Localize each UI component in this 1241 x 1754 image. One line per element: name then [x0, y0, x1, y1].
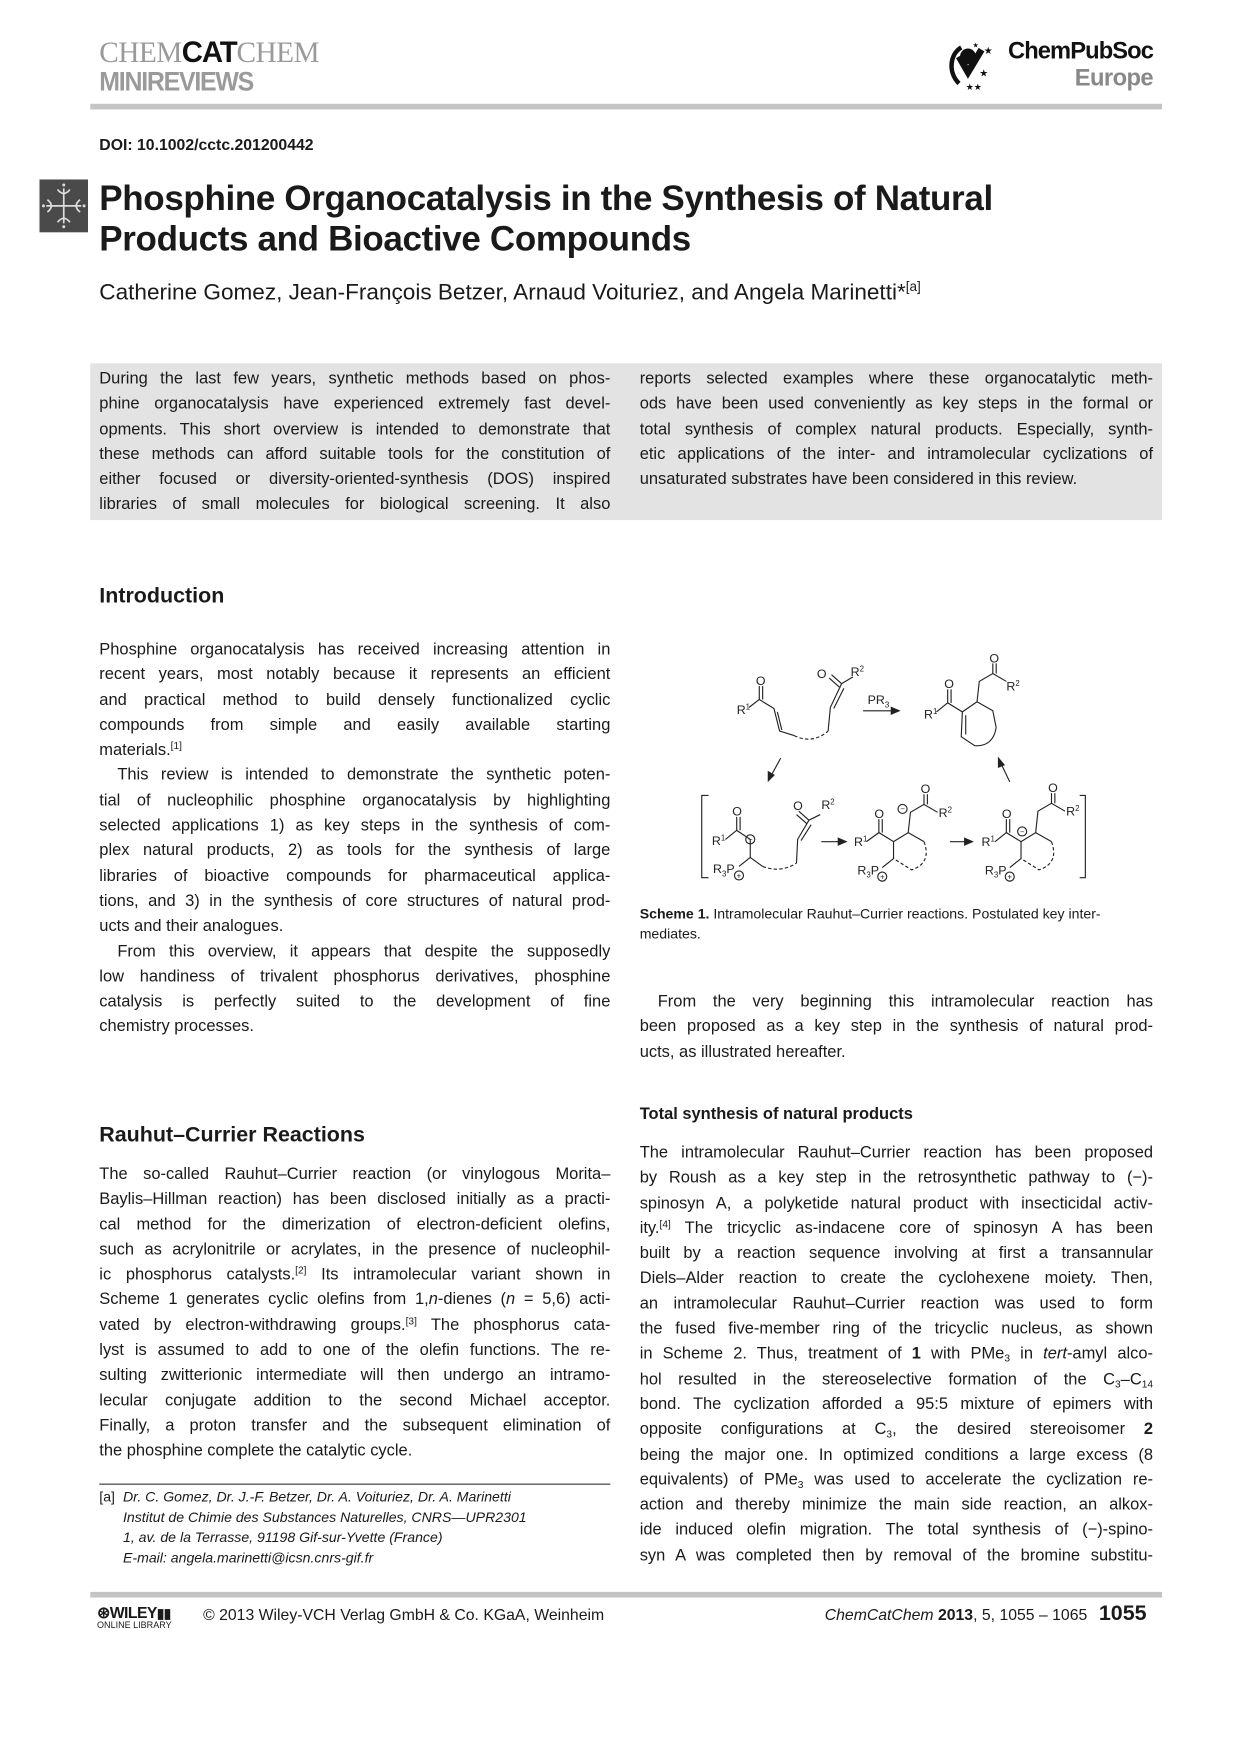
citation-year: 2013: [937, 1605, 974, 1624]
text-line: [640, 1317, 1153, 1342]
svg-text:★★: ★★: [965, 82, 982, 93]
text-run: 2: [1143, 1420, 1154, 1439]
text-line: [640, 1518, 1153, 1543]
text-run: sulting zwitterionic intermediate will then undergo an intramo-: [99, 1366, 611, 1385]
wiley-emblem-icon: ⊛: [97, 1603, 110, 1622]
text-run: Finally, a proton transfer and the subsequent elimination of: [99, 1416, 611, 1436]
wiley-subtitle: ONLINE LIBRARY: [97, 1620, 172, 1631]
text-run: n: [428, 1291, 438, 1310]
scheme-label: O: [874, 806, 885, 821]
text-run: During the last few years, synthetic methods based on phos-: [99, 370, 611, 389]
scheme-label: $R^2$: [821, 797, 835, 812]
citation-volume: , 5, 1055 – 1065: [973, 1605, 1088, 1624]
text-run: ucts and their analogues.: [99, 917, 284, 936]
text-run: The tricyclic as-indacene core of spinosyn A has been: [670, 1219, 1154, 1238]
text-run: This review is intended to demonstrate the synthetic poten-: [117, 766, 611, 785]
footnote-email[interactable]: E-mail: angela.marinetti@icsn.cnrs-gif.fr: [122, 1550, 374, 1566]
text-run: Its intramolecular variant shown in: [306, 1266, 611, 1285]
text-run: libraries of small molecules for biological screening. It also: [99, 495, 611, 514]
text-run: etic applications of the inter- and intramolecular cyclizations of: [639, 445, 1154, 464]
text-run: tions, and 3) in the synthesis of core structures of natural prod-: [99, 892, 611, 911]
citation-journal: ChemCatChem: [824, 1605, 934, 1624]
text-run: spinosyn A, a polyketide natural product with insecticidal activ-: [639, 1194, 1154, 1213]
text-line: [640, 1191, 1153, 1216]
footnote-line: Dr. C. Gomez, Dr. J.-F. Betzer, Dr. A. Voituriez, Dr. A. Marinetti: [122, 1489, 511, 1506]
text-run: tial of nucleophilic phosphine organocatalysis by highlighting: [99, 791, 611, 810]
text-run: been proposed as a key step in the synthesis of natural prod-: [639, 1017, 1154, 1037]
text-run: with PMe: [920, 1345, 1005, 1364]
text-run: 3: [797, 1478, 804, 1491]
text-line: [640, 1442, 1153, 1467]
text-run: -dienes (: [437, 1291, 507, 1310]
text-run: 3: [886, 1428, 893, 1440]
scheme-label: O: [1001, 806, 1012, 821]
svg-text:★: ★: [972, 42, 979, 50]
text-run: an intramolecular Rauhut–Currier reaction was used to form: [639, 1294, 1154, 1313]
charge-plus: +: [879, 872, 885, 882]
citation-ref[interactable]: [3]: [405, 1315, 417, 1327]
text-run: the phosphine complete the catalytic cycle.: [99, 1442, 413, 1461]
footnote-tag: [a]: [99, 1489, 115, 1506]
copyright: © 2013 Wiley-VCH Verlag GmbH & Co. KGaA, Weinheim: [203, 1605, 605, 1624]
text-run: in: [1010, 1345, 1044, 1364]
right-column-intro-text: [640, 989, 1153, 1064]
text-run: low handiness of trivalent phosphorus derivatives, phosphine: [99, 967, 611, 986]
text-run: recent years, most notably because it represents an efficient: [99, 665, 611, 685]
scheme-label: $R_3P$: [984, 863, 1007, 880]
journal-part: CHEM: [236, 36, 320, 69]
text-run: n: [506, 1291, 516, 1310]
text-run: by Roush as a key step in the retrosynthetic pathway to (−)-: [639, 1169, 1154, 1188]
title-line: Products and Bioactive Compounds: [99, 218, 691, 259]
text-run: Phosphine organocatalysis has received increasing attention in: [99, 640, 611, 659]
scheme-label: $R^1$: [736, 702, 751, 718]
affiliation-marker[interactable]: [a]: [905, 278, 921, 295]
text-run: ity.: [639, 1219, 660, 1238]
text-run: The phosphorus cata-: [416, 1316, 611, 1335]
title-line: Phosphine Organocatalysis in the Synthesis of Natural: [99, 178, 993, 218]
text-line: [640, 1367, 1153, 1392]
text-run: unsaturated substrates have been considered in this review.: [639, 470, 1078, 489]
scheme-label: O: [989, 651, 1000, 666]
svg-text:★: ★: [979, 68, 989, 80]
scheme-label: O: [793, 799, 803, 814]
section-label: MINIREVIEWS: [99, 66, 254, 98]
text-line: [640, 1166, 1153, 1191]
heading-total-synthesis: Total synthesis of natural products: [639, 1105, 913, 1124]
scheme-label: $R^1$: [711, 833, 726, 849]
text-line: [640, 1292, 1153, 1317]
text-run: libraries of bioactive compounds for pharmaceutical applica-: [99, 867, 611, 886]
journal-part: CHEM: [99, 36, 182, 69]
text-run: , the desired stereoisomer: [892, 1420, 1144, 1439]
scheme-caption: [640, 904, 1136, 945]
charge-minus: −: [747, 835, 753, 845]
text-run: reports selected examples where these organocatalytic meth-: [639, 370, 1154, 389]
caption-line: [640, 904, 1136, 924]
text-run: plex natural products, 2) as tools for the synthesis of large: [99, 842, 611, 861]
text-run: Baylis–Hillman reaction) has been disclosed initially as a practi-: [99, 1190, 611, 1209]
scheme-label: $R^2$: [938, 805, 953, 820]
scheme-label: $R^1$: [923, 707, 938, 722]
text-run: hol resulted in the stereoselective formation of the C: [639, 1370, 1116, 1389]
text-run: lyst is assumed to add to one of the olefin functions. The re-: [99, 1341, 611, 1360]
text-run: 14: [1141, 1378, 1154, 1390]
text-line: [640, 1266, 1153, 1291]
text-run: syn A was completed then by removal of the bromine substitu-: [639, 1546, 1154, 1565]
footnote-line: Institut de Chimie des Substances Naturelles, CNRS—UPR2301: [122, 1509, 527, 1526]
text-run: lecular conjugate addition to the second Michael acceptor.: [99, 1391, 611, 1410]
publisher-line: ChemPubSoc: [1008, 38, 1154, 65]
charge-minus: −: [900, 804, 905, 814]
text-run: 1: [911, 1345, 921, 1364]
text-run: -amyl alco-: [1066, 1345, 1154, 1364]
text-line: [640, 1040, 1153, 1065]
text-run: materials.: [99, 741, 171, 760]
text-run: compounds from simple and easily available starting: [99, 716, 611, 735]
text-line: [640, 1241, 1153, 1266]
scheme-label: O: [1048, 780, 1058, 795]
author-list: Catherine Gomez, Jean-François Betzer, Arnaud Voituriez, and Angela Marinetti*: [99, 280, 906, 306]
text-run: opposite configurations at C: [639, 1420, 887, 1439]
scheme-label: $R_3P$: [857, 863, 880, 880]
caption-line: mediates.: [639, 926, 701, 943]
charge-plus: +: [1007, 872, 1013, 882]
text-run: the fused five-member ring of the tricyclic nucleus, as shown: [639, 1320, 1154, 1339]
scheme-label: $R^1$: [981, 834, 995, 850]
text-line: [640, 1216, 1153, 1241]
book-stack-icon: ▮▮: [156, 1605, 171, 1622]
text-run: = 5,6) acti-: [515, 1291, 611, 1310]
heading-introduction: Introduction: [99, 584, 225, 609]
text-run: selected applications 1) as key steps in the synthesis of com-: [99, 816, 611, 835]
heading-rauhut-currier: Rauhut–Currier Reactions: [99, 1123, 365, 1148]
text-line: [640, 1417, 1153, 1442]
doi: DOI: 10.1002/cctc.201200442: [99, 135, 314, 154]
footer-rule: [90, 1592, 1162, 1598]
scheme-label: $R^2$: [1066, 804, 1080, 819]
text-run: Scheme 1 generates cyclic olefins from 1,: [99, 1291, 429, 1310]
scheme-label: $R_3P$: [713, 862, 735, 879]
text-run: ods have been used conveniently as key steps in the formal or: [639, 395, 1154, 414]
text-line: [640, 1468, 1153, 1493]
text-run: The intramolecular Rauhut–Currier reaction has been proposed: [639, 1143, 1154, 1163]
journal-part: CAT: [181, 34, 237, 69]
wiley-online-library-logo[interactable]: [97, 1603, 172, 1630]
text-run: and practical method to build densely functionalized cyclic: [99, 691, 611, 710]
text-run: cal method for the dimerization of electron-deficient olefins,: [99, 1215, 611, 1234]
text-line: [640, 989, 1153, 1014]
text-run: action and thereby minimize the main side reaction, an alkox-: [639, 1496, 1154, 1515]
text-line: [640, 1015, 1153, 1040]
text-run: built by a reaction sequence involving at first a transannular: [639, 1244, 1154, 1263]
citation-ref[interactable]: [2]: [295, 1264, 307, 1277]
text-run: being the major one. In optimized conditions a large excess (8: [639, 1445, 1154, 1464]
text-run: ic phosphorus catalysts.: [99, 1266, 296, 1285]
publisher-line: Europe: [1074, 65, 1154, 92]
text-run: ucts, as illustrated hereafter.: [639, 1043, 846, 1062]
text-run: equivalents) of PMe: [639, 1471, 798, 1490]
caption-text: Intramolecular Rauhut–Currier reactions. Postulated key inter-: [709, 905, 1101, 922]
text-run: such as acrylonitrile or acrylates, in the presence of nucleophil-: [99, 1240, 611, 1259]
text-run: 3: [1115, 1378, 1121, 1390]
page-number: 1055: [1098, 1602, 1147, 1626]
text-run: vated by electron-withdrawing groups.: [99, 1316, 406, 1335]
text-run: was used to accelerate the cyclization re-: [803, 1471, 1154, 1490]
scheme-label: $R^2$: [850, 664, 865, 679]
charge-plus: +: [736, 871, 742, 881]
text-run: From the very beginning this intramolecular reaction has: [657, 992, 1154, 1011]
total-synthesis-text: [640, 1141, 1153, 1569]
text-run: Diels–Alder reaction to create the cyclohexene moiety. Then,: [639, 1269, 1154, 1288]
scheme-label: O: [920, 782, 931, 797]
text-line: [640, 1342, 1153, 1367]
wiley-wordmark: WILEY: [109, 1603, 157, 1622]
caption-label: Scheme 1.: [639, 905, 710, 922]
scheme-reagent: $PR_3$: [867, 692, 890, 710]
text-run: total synthesis of complex natural products. Especially, synth-: [639, 420, 1154, 439]
text-run: opments. This short overview is intended to demonstrate that: [99, 420, 611, 439]
scheme-label: O: [944, 677, 954, 692]
scheme-label: O: [755, 673, 766, 688]
text-run: tert: [1043, 1345, 1067, 1364]
text-line: [640, 1543, 1153, 1568]
charge-minus: −: [1019, 827, 1025, 837]
text-run: in Scheme 2. Thus, treatment of: [639, 1345, 912, 1364]
text-run: chemistry processes.: [99, 1018, 254, 1037]
scheme-label: O: [816, 667, 827, 682]
text-run: these methods can afford suitable tools for the constitution of: [99, 445, 611, 464]
text-run: 3: [1004, 1353, 1011, 1365]
footnote-line: 1, av. de la Terrasse, 91198 Gif-sur-Yvette (France): [122, 1529, 443, 1546]
text-run: ide induced olefin migration. The total synthesis of (−)-spino-: [639, 1521, 1154, 1540]
text-line: [640, 1493, 1153, 1518]
text-run: From this overview, it appears that despite the supposedly: [117, 942, 611, 961]
scheme-label: $R^1$: [854, 834, 868, 850]
text-run: bond. The cyclization afforded a 95:5 mixture of epimers with: [639, 1395, 1154, 1414]
text-run: –C: [1120, 1370, 1142, 1389]
citation: [825, 1605, 1088, 1623]
text-run: either focused or diversity-oriented-synthesis (DOS) inspired: [99, 470, 611, 489]
scheme-label: O: [732, 804, 742, 819]
scheme-label: $R^2$: [1006, 678, 1020, 694]
svg-text:★: ★: [983, 46, 993, 58]
text-run: The so-called Rauhut–Currier reaction (or vinylogous Morita–: [99, 1165, 611, 1184]
citation-ref[interactable]: [4]: [659, 1218, 671, 1230]
citation-ref[interactable]: [1]: [170, 740, 182, 752]
text-run: catalysis is perfectly suited to the development of fine: [99, 992, 611, 1012]
text-line: [640, 1392, 1153, 1417]
text-line: [640, 1141, 1153, 1166]
text-run: phine organocatalysis have experienced extremely fast devel-: [99, 395, 611, 414]
